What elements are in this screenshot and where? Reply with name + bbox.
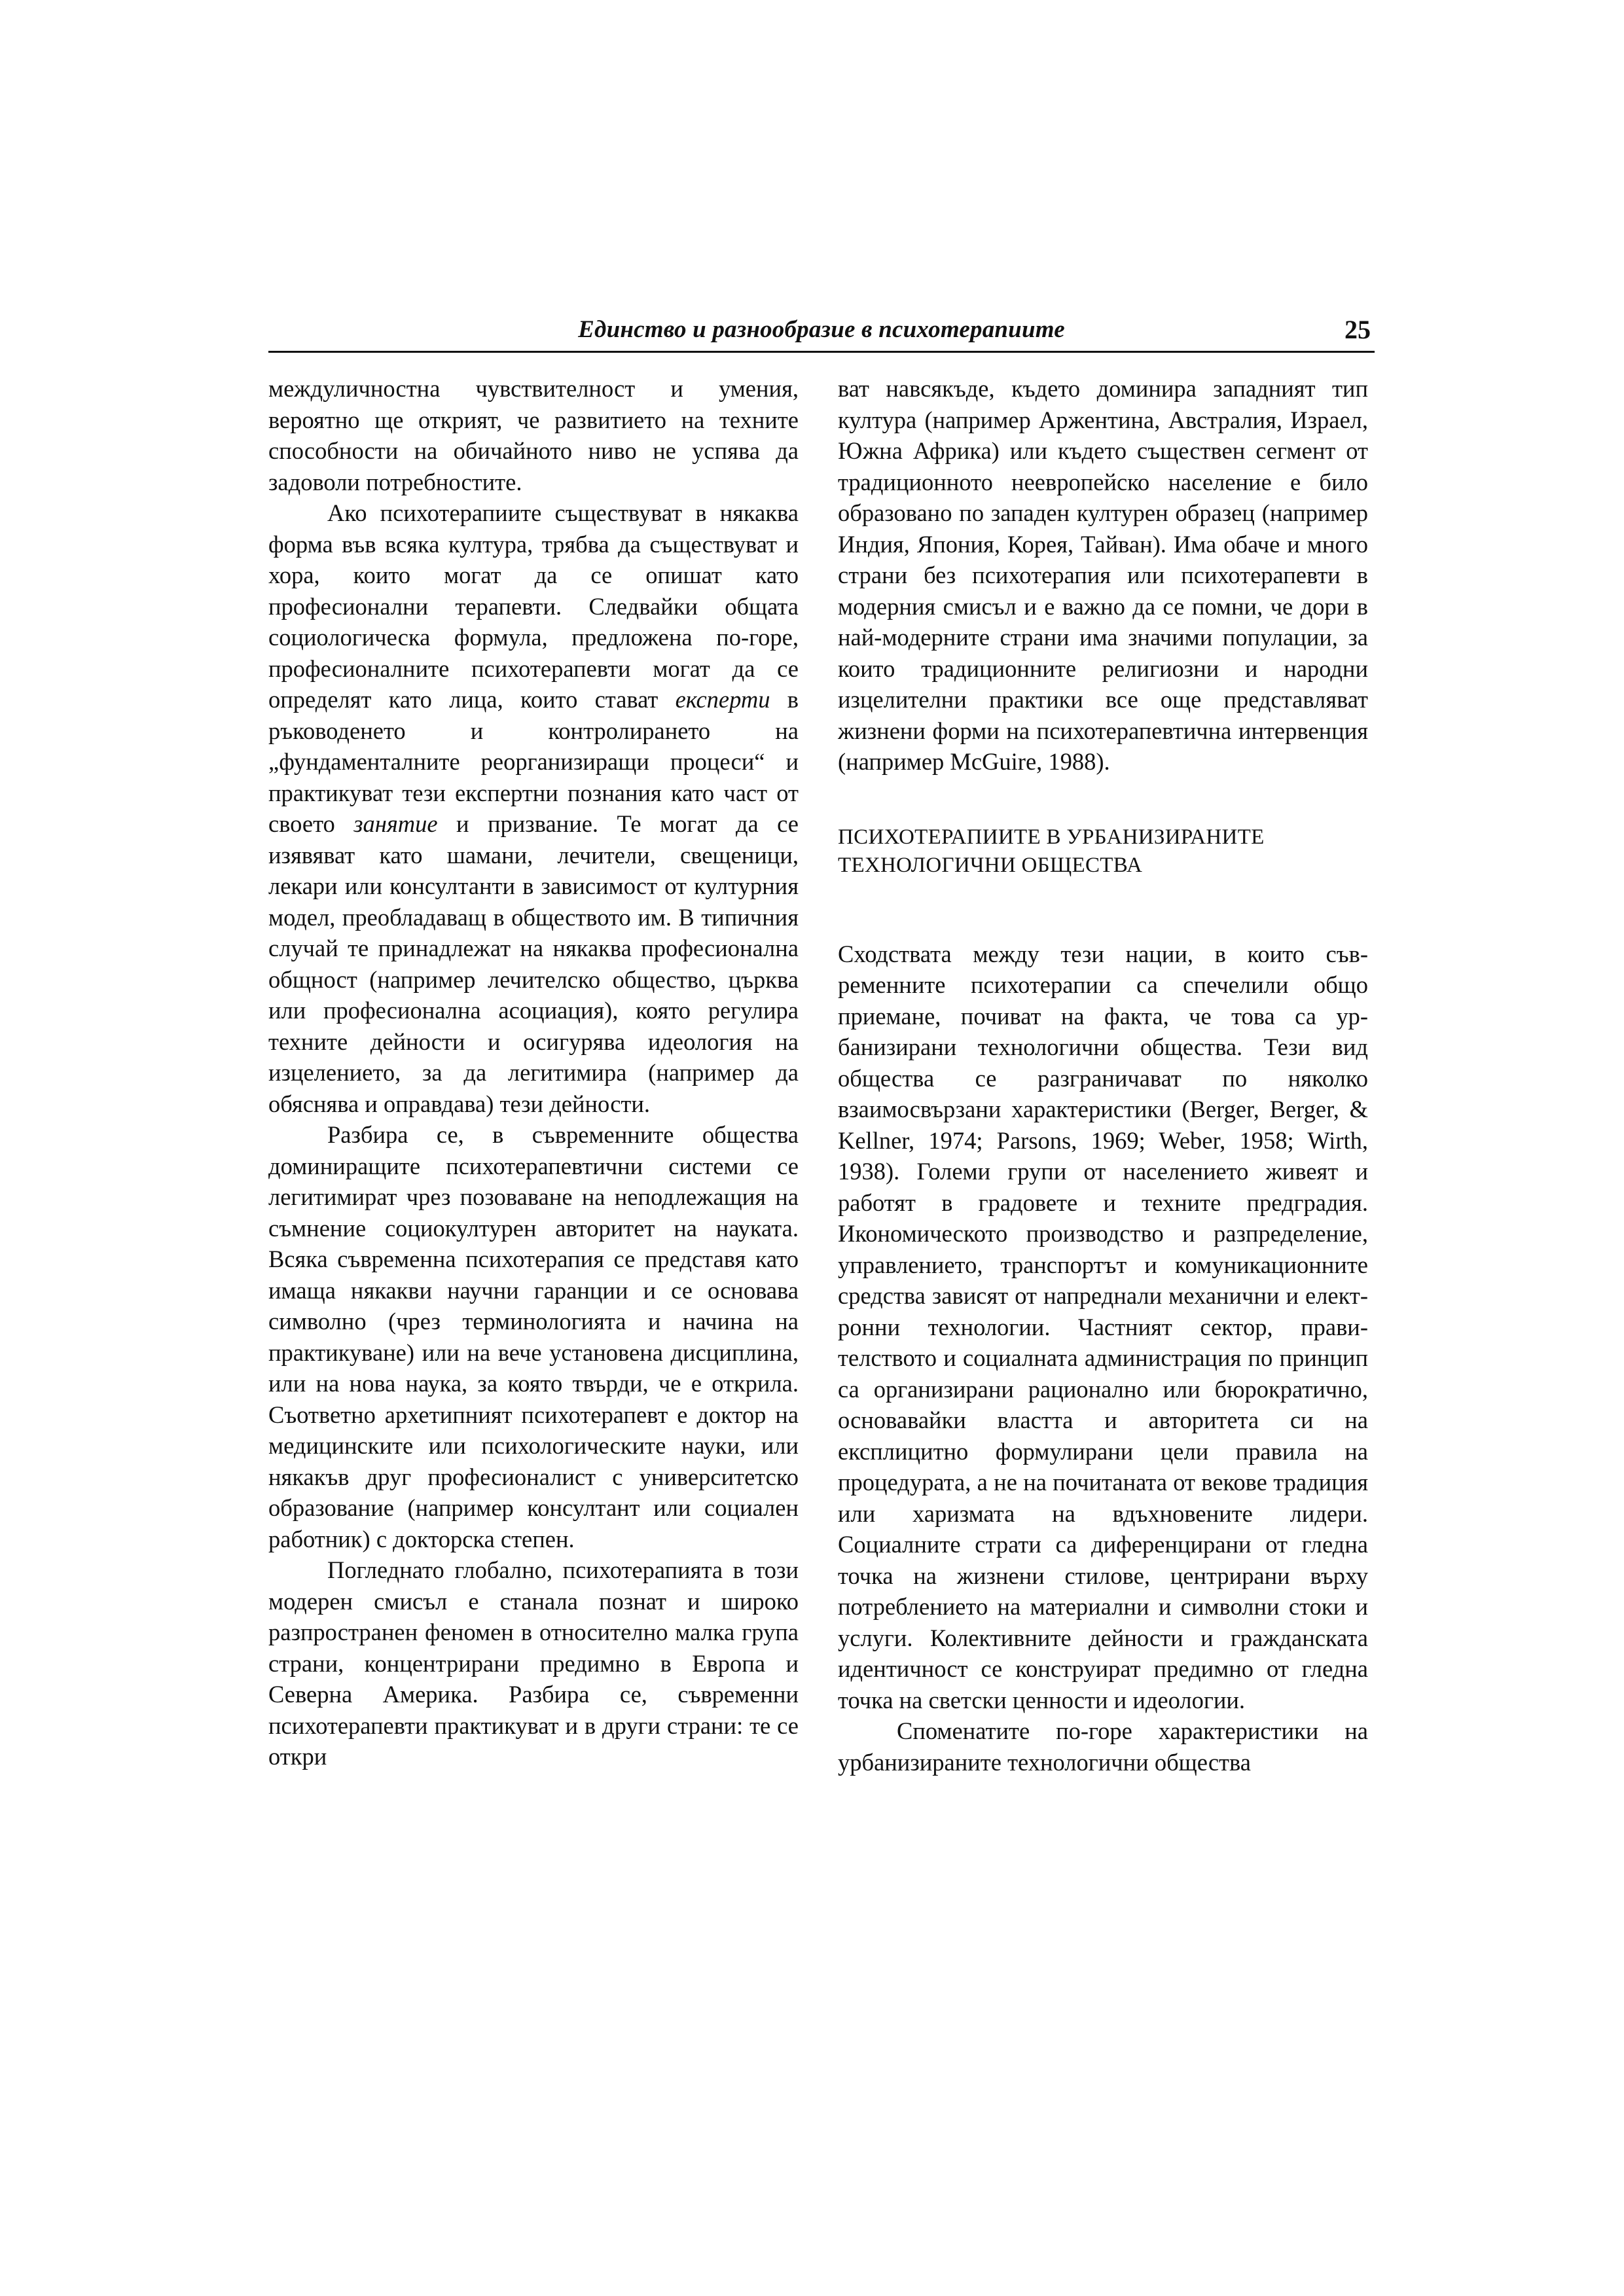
running-title: Единство и разнообразие в психотерапиите [578, 316, 1065, 343]
paragraph [268, 497, 799, 1119]
section-heading [838, 823, 1368, 880]
text-run: в ръководенето и контролирането на „фундаменталните реорганизиращи процеси“ и практикуват тези експертни познания като част от своето [268, 686, 799, 837]
paragraph: Разбира се, в съвременните общества доминиращите психотерапевтични системи се легитимират чрез позоваване на неподлежащия на съмнение социокултурен авторитет на науката. Всяка съвременна психотерапия се представя като имаща някакви научни гаранции и се основава символно (чрез терминологията и начина на практикуване) или на вече установена дисциплина, или на нова наука, за която твърди, че е открила. Съответно архетипният психотерапевт е доктор на медицинските или психологическите науки, или някакъв друг професионалист с университетско образование (например консултант или социален работник) с докторска степен. [268, 1121, 799, 1552]
paragraph: Погледнато глобално, психотерапията в този модерен смисъл е станала познат и широко разпространен феномен в относително малка група страни, концентрирани предимно в Европа и Северна Америка. Разбира се, съвременни психотерапевти практикуват и в други страни: те се откри [268, 1556, 799, 1770]
right-column [838, 373, 1368, 1778]
paragraph: Споменатите по-горе характеристики на урбанизираните технологични общества [838, 1717, 1368, 1776]
left-column [268, 373, 799, 1772]
page-header [268, 313, 1375, 353]
emphasis: занятие [353, 810, 438, 837]
page-number: 25 [1344, 315, 1371, 344]
emphasis: експерти [675, 686, 770, 713]
paragraph: Сходствата между тези нации, в които съвременните психотерапии са спечелили общо приемане, почиват на факта, че това са урбанизирани технологични общества. Тези вид общества се разграничават по няколко взаимосвързани характеристики (Berger, Berger, & Kellner, 1974; Parsons, 1969; Weber, 1958; Wirth, 1938). Големи групи от населението живеят и работят в градовете и техните предградия. Икономическото производство и разпределение, управлението, транспортът и комуникационните средства зависят от напреднали механични и електронни технологии. Частният сектор, правителството и социалната администрация по принцип са организирани рационално или бюрократично, основавайки властта и авторитета си на експлицитно формулирани цели правила на процедурата, а не на почитаната от векове традиция или харизмата на вдъхновените лидери. Социалните страти са диференцирани от гледна точка на жизнени стилове, центрирани върху потреблението на материални и символни стоки и услуги. Колективните дейности и гражданската идентичност се конструират предимно от гледна точка на светски ценности и идеологии. [838, 940, 1368, 1713]
paragraph: междуличностна чувствителност и умения, вероятно ще открият, че развитието на техните способности на обичайното ниво не успява да задоволи потребностите. [268, 375, 799, 495]
text-run: и призвание. Те могат да се изявяват като шамани, лечители, свещеници, лекари или консултанти в зависимост от културния модел, преобладаващ в обществото им. В типичния случай те принадлежат на някаква професионална общност (например лечителско общество, църква или професионална асоциация), която регулира техните дейности и осигурява идеология на изцелението, за да легитимира (например да обяснява и оправдава) тези дейности. [268, 810, 799, 1117]
section-heading-line: ТЕХНОЛОГИЧНИ ОБЩЕСТВА [838, 853, 1143, 877]
section-heading-line: ПСИХОТЕРАПИИТЕ В УРБАНИЗИРАНИТЕ [838, 825, 1265, 849]
text-run: Ако психотерапиите съществуват в някаква форма във всяка култура, трябва да съществуват и хора, които могат да се опишат като професионални терапевти. Следвайки общата социологическа формула, предложена по-горе, професионалните психотерапевти могат да се определят като лица, които стават [268, 499, 799, 713]
paragraph: ват навсякъде, където доминира западният тип култура (например Аржентина, Австралия, Израел, Южна Африка) или където съществен сегмент от традиционното неевропейско население е било образовано по западен културен образец (например Индия, Япония, Корея, Тайван). Има обаче и много страни без психотерапия или психотерапевти в модерния смисъл и е важно да се помни, че дори в най-модерните страни има значими популации, за които традиционните религиозни и народни изцелителни практики все още представляват жизнени форми на психотерапевтична интервенция (например McGuire, 1988). [838, 375, 1368, 775]
